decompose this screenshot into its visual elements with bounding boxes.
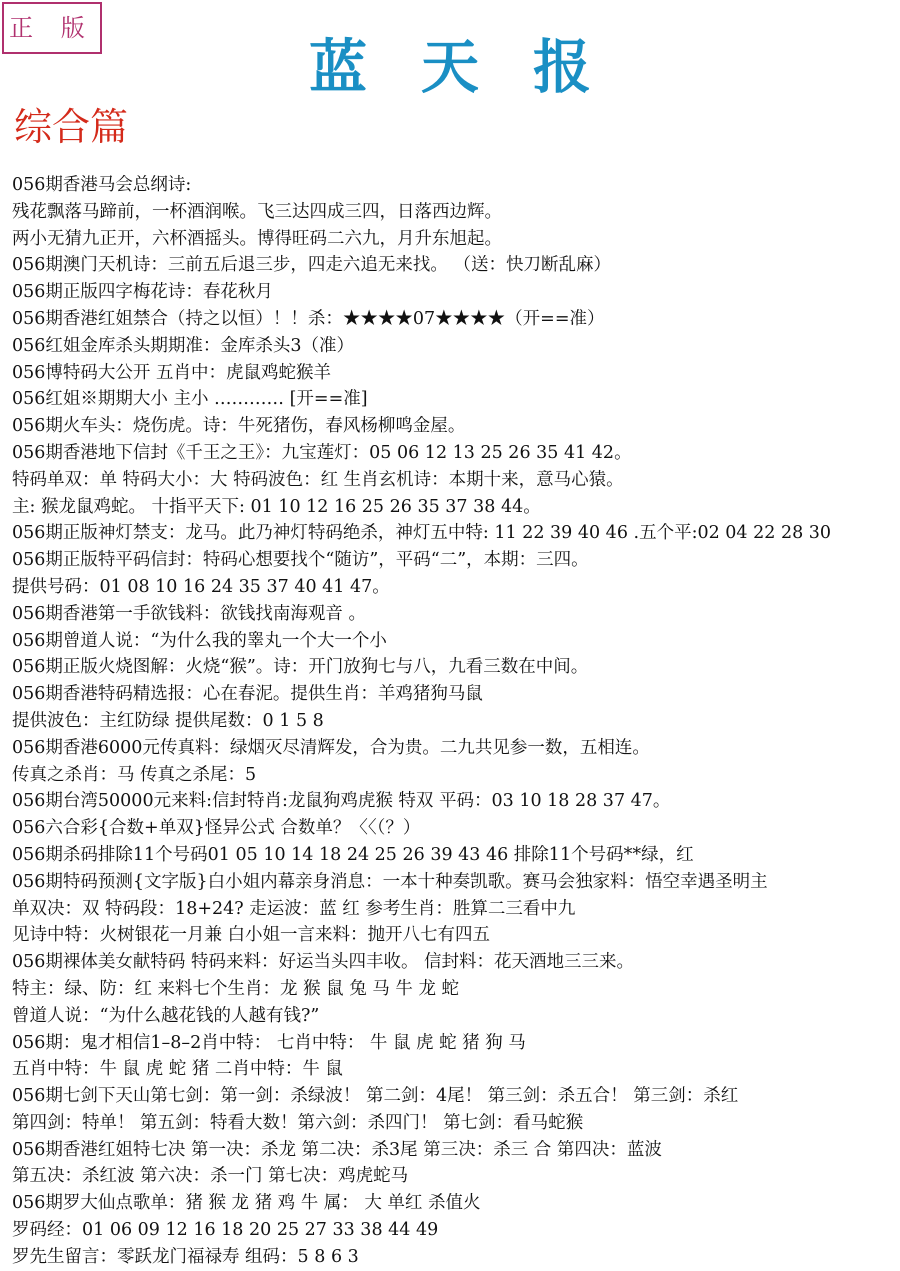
text-line: 提供号码：01 08 10 16 24 35 37 40 41 47。	[12, 576, 390, 597]
authentic-badge: 正 版	[2, 2, 102, 54]
text-line: 056期香港特码精选报：心在春泥。提供生肖：羊鸡猪狗马鼠	[12, 684, 483, 705]
text-line: 056六合彩{合数+单双}怪异公式 合数单？〈〈（？）	[12, 818, 421, 839]
text-line: 056红姐金库杀头期期准：金库杀头3（准）	[12, 335, 355, 356]
text-line: 056期特码预测{文字版}白小姐内幕亲身消息：一本十种奏凯歌。赛马会独家料：悟空幸遇圣明主	[12, 871, 768, 892]
text-line: 056期澳门天机诗：三前五后退三步，四走六追无来找。 （送：快刀断乱麻）	[12, 255, 611, 276]
text-line: 056期七剑下天山第七剑：第一剑：杀绿波！ 第二剑：4尾！ 第三剑：杀五合！ 第三剑：杀红	[12, 1086, 739, 1107]
text-line: 056期曾道人说：“为什么我的睾丸一个大一个小	[12, 630, 387, 651]
text-line: 第五决：杀红波 第六决：杀一门 第七决：鸡虎蛇马	[12, 1166, 409, 1187]
text-line: 主: 猴龙鼠鸡蛇。 十指平天下: 01 10 12 16 25 26 35 37 38 44。	[12, 496, 541, 517]
text-line: 056红姐※期期大小 主小 ………… [开==准]	[12, 389, 368, 410]
text-line: 056期香港马会总纲诗:	[12, 175, 192, 195]
text-line: 056期香港红姐特七决 第一决：杀龙 第二决：杀3尾 第三决：杀三 合 第四决：蓝波	[12, 1139, 662, 1160]
text-line: 056期正版四字梅花诗：春花秋月	[12, 282, 273, 303]
text-line: 056期香港红姐禁合（持之以恒）！！杀：★★★★07★★★★（开==准）	[12, 308, 605, 329]
text-line: 特码单双：单 特码大小：大 特码波色：红 生肖玄机诗：本期十来，意马心猿。	[12, 469, 624, 490]
text-line: 056期正版火烧图解：火烧“猴”。诗：开门放狗七与八，九看三数在中间。	[12, 657, 589, 678]
text-line: 单双决：双 特码段：18+24? 走运波：蓝 红 参考生肖：胜算二三看中九	[12, 898, 576, 919]
text-line: 两小无猜九正开，六杯酒摇头。博得旺码二六九，月升东旭起。	[12, 228, 502, 249]
text-line: 056期台湾50000元来料:信封特肖:龙鼠狗鸡虎猴 特双 平码：03 10 18 28 37 47。	[12, 791, 671, 812]
text-line: 056期杀码排除11个号码01 05 10 14 18 24 25 26 39 43 46 排除11个号码**绿，红	[12, 844, 694, 865]
text-line: 第四剑：特单！ 第五剑：特看大数！第六剑：杀四门！ 第七剑：看马蛇猴	[12, 1112, 584, 1133]
content-lines	[12, 172, 898, 1271]
text-line: 056期：鬼才相信1–8–2肖中特： 七肖中特： 牛 鼠 虎 蛇 猪 狗 马	[12, 1032, 526, 1053]
text-line: 056期正版神灯禁支：龙马。此乃神灯特码绝杀，神灯五中特: 11 22 39 40 46 .五个平:02 04 22 28 30	[12, 523, 832, 544]
text-line: 见诗中特：火树银花一月兼 白小姐一言来料：抛开八七有四五	[12, 925, 491, 946]
text-line: 056期正版特平码信封：特码心想要找个“随访”，平码“二”，本期：三四。	[12, 550, 589, 571]
text-line: 传真之杀肖：马 传真之杀尾：5	[12, 764, 257, 785]
text-line: 五肖中特：牛 鼠 虎 蛇 猪 二肖中特：牛 鼠	[12, 1059, 343, 1080]
text-line: 056期香港第一手欲钱料：欲钱找南海观音 。	[12, 603, 366, 624]
text-line: 056期香港6000元传真料：绿烟灭尽清辉发，合为贵。二九共见参一数，五相连。	[12, 737, 650, 758]
text-line: 056博特码大公开 五肖中：虎鼠鸡蛇猴羊	[12, 362, 331, 383]
text-line: 056期罗大仙点歌单：猪 猴 龙 猪 鸡 牛 属： 大 单红 杀值火	[12, 1193, 481, 1214]
text-line: 056期火车头：烧伤虎。诗：牛死猪伤，春风杨柳鸣金屋。	[12, 416, 466, 437]
text-line: 056期裸体美女献特码 特码来料：好运当头四丰收。 信封料：花天酒地三三来。	[12, 952, 635, 973]
text-line: 提供波色：主红防绿 提供尾数：0 1 5 8	[12, 710, 324, 731]
text-line: 曾道人说：“为什么越花钱的人越有钱?”	[12, 1005, 320, 1026]
text-line: 特主：绿、防：红 来料七个生肖：龙 猴 鼠 兔 马 牛 龙 蛇	[12, 978, 460, 999]
text-line: 056期香港地下信封《千王之王》：九宝莲灯：05 06 12 13 25 26 35 41 42。	[12, 442, 632, 463]
text-line: 罗码经：01 06 09 12 16 18 20 25 27 33 38 44 49	[12, 1220, 439, 1241]
text-line: 罗先生留言：零跃龙门福禄寿 组码：5 8 6 3	[12, 1246, 359, 1267]
section-heading: 综合篇	[14, 105, 129, 149]
text-line: 残花飘落马蹄前，一杯酒润喉。飞三达四成三四，日落西边辉。	[12, 201, 502, 222]
newspaper-title: 蓝天报	[308, 33, 645, 101]
